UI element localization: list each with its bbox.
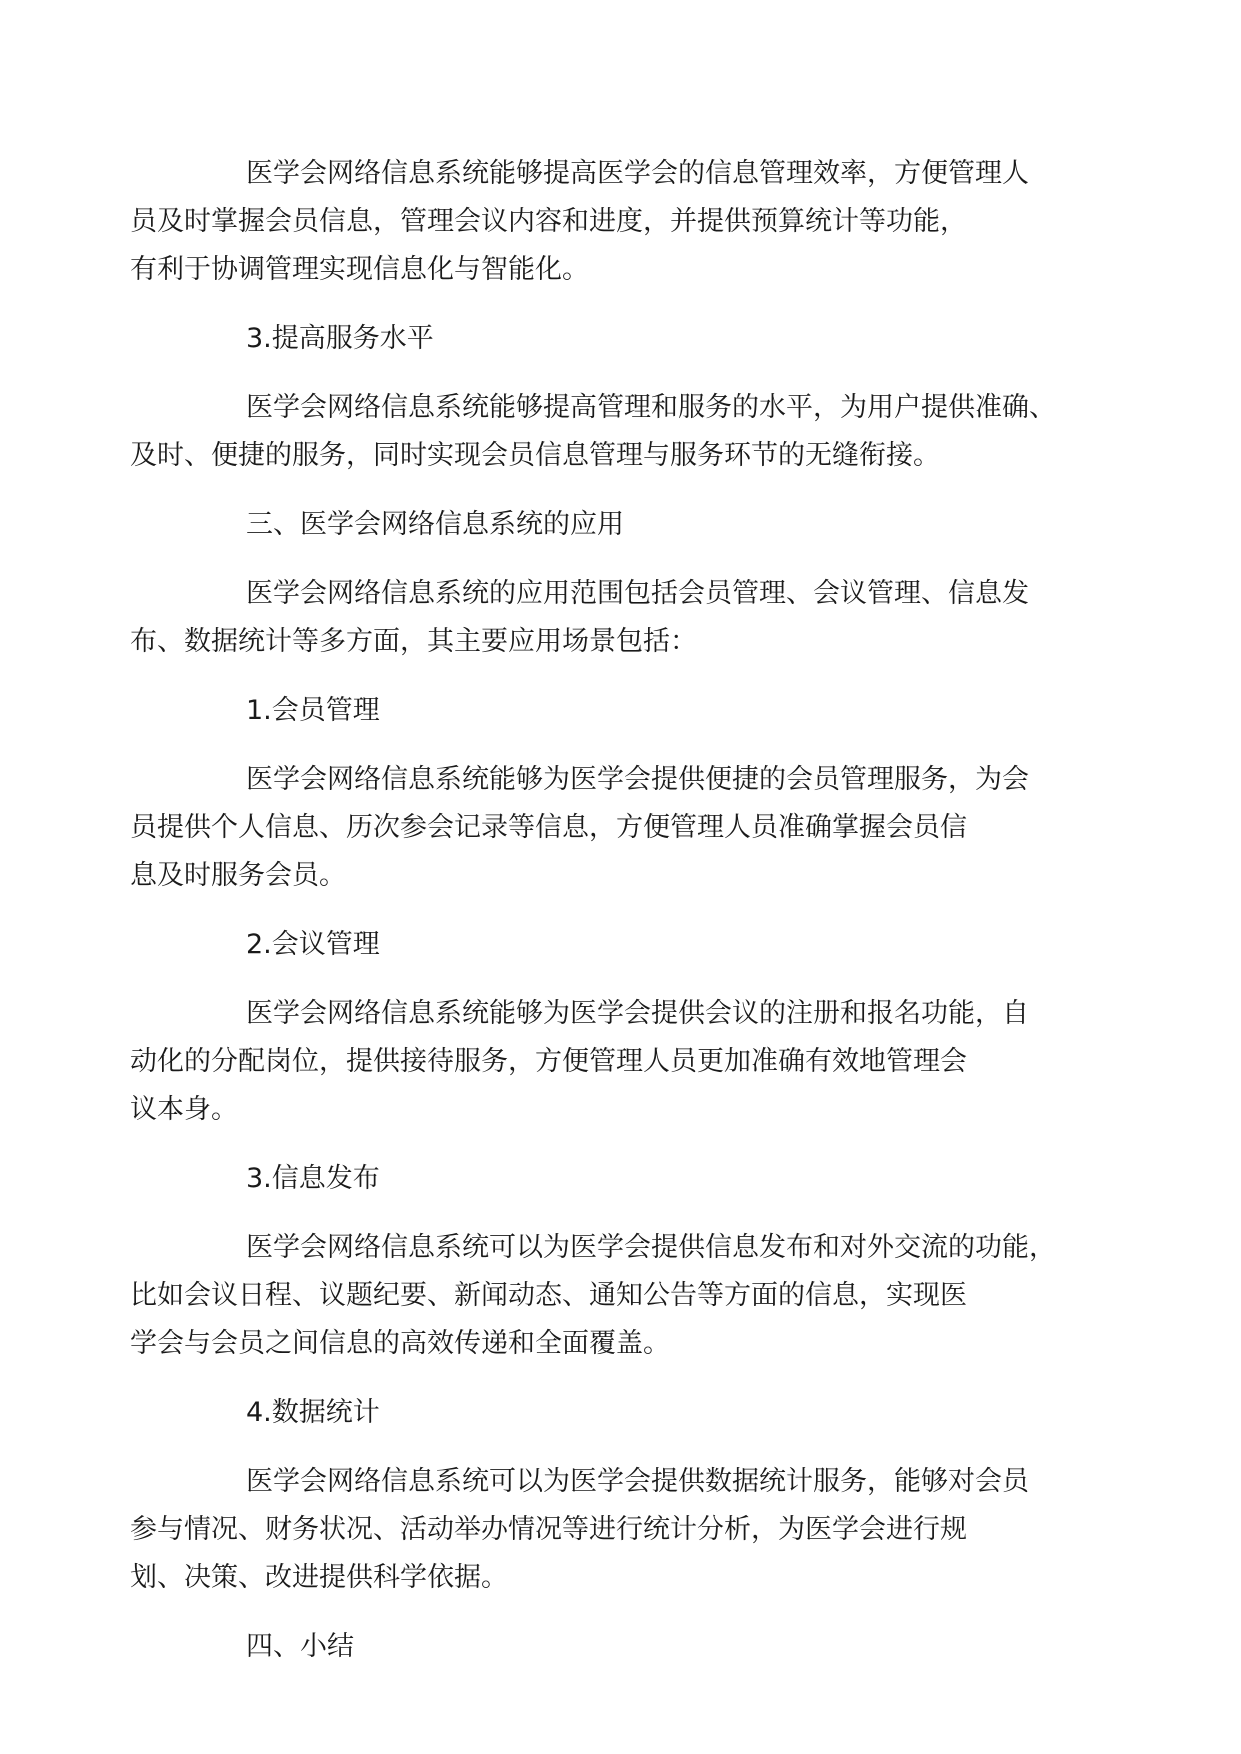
- paragraph-service-level: [130, 384, 1068, 480]
- text-line: 医学会网络信息系统可以为医学会提供数据统计服务，能够对会员: [246, 1466, 1029, 1497]
- text-line: 动化的分配岗位，提供接待服务，方便管理人员更加准确有效地管理会: [130, 1046, 967, 1077]
- text-line: 划、决策、改进提供科学依据。: [130, 1562, 508, 1593]
- paragraph-member-management: [130, 756, 1068, 900]
- text-line: 学会与会员之间信息的高效传递和全面覆盖。: [130, 1328, 670, 1359]
- paragraph-info-publishing: [130, 1224, 1068, 1368]
- document-body: [130, 150, 1068, 1692]
- heading-section-summary: 四、小结: [246, 1631, 354, 1662]
- heading-improve-service: 3.提高服务水平: [246, 323, 434, 354]
- text-line: 议本身。: [130, 1094, 238, 1125]
- text-line: 医学会网络信息系统能够提高管理和服务的水平，为用户提供准确、: [246, 392, 1056, 423]
- heading-member-management: 1.会员管理: [246, 695, 380, 726]
- text-line: 员提供个人信息、历次参会记录等信息，方便管理人员准确掌握会员信: [130, 812, 967, 843]
- heading-section-applications: 三、医学会网络信息系统的应用: [246, 509, 624, 540]
- text-line: 员及时掌握会员信息，管理会议内容和进度，并提供预算统计等功能，: [130, 206, 967, 237]
- text-line: 参与情况、财务状况、活动举办情况等进行统计分析，为医学会进行规: [130, 1514, 967, 1545]
- text-line: 比如会议日程、议题纪要、新闻动态、通知公告等方面的信息，实现医: [130, 1280, 967, 1311]
- paragraph-info-management: [130, 150, 1068, 294]
- heading-meeting-management: 2.会议管理: [246, 929, 380, 960]
- text-line: 医学会网络信息系统能够为医学会提供会议的注册和报名功能，自: [246, 998, 1029, 1029]
- text-line: 有利于协调管理实现信息化与智能化。: [130, 254, 589, 285]
- text-line: 医学会网络信息系统的应用范围包括会员管理、会议管理、信息发: [246, 578, 1029, 609]
- text-line: 医学会网络信息系统能够为医学会提供便捷的会员管理服务，为会: [246, 764, 1029, 795]
- paragraph-application-scope: [130, 570, 1068, 666]
- text-line: 布、数据统计等多方面，其主要应用场景包括：: [130, 626, 697, 657]
- text-line: 医学会网络信息系统能够提高医学会的信息管理效率，方便管理人: [246, 158, 1029, 189]
- heading-data-statistics: 4.数据统计: [246, 1397, 380, 1428]
- paragraph-meeting-management: [130, 990, 1068, 1134]
- text-line: 息及时服务会员。: [130, 860, 346, 891]
- text-line: 医学会网络信息系统可以为医学会提供信息发布和对外交流的功能，: [246, 1232, 1056, 1263]
- heading-info-publishing: 3.信息发布: [246, 1163, 380, 1194]
- text-line: 及时、便捷的服务，同时实现会员信息管理与服务环节的无缝衔接。: [130, 440, 940, 471]
- paragraph-data-statistics: [130, 1458, 1068, 1602]
